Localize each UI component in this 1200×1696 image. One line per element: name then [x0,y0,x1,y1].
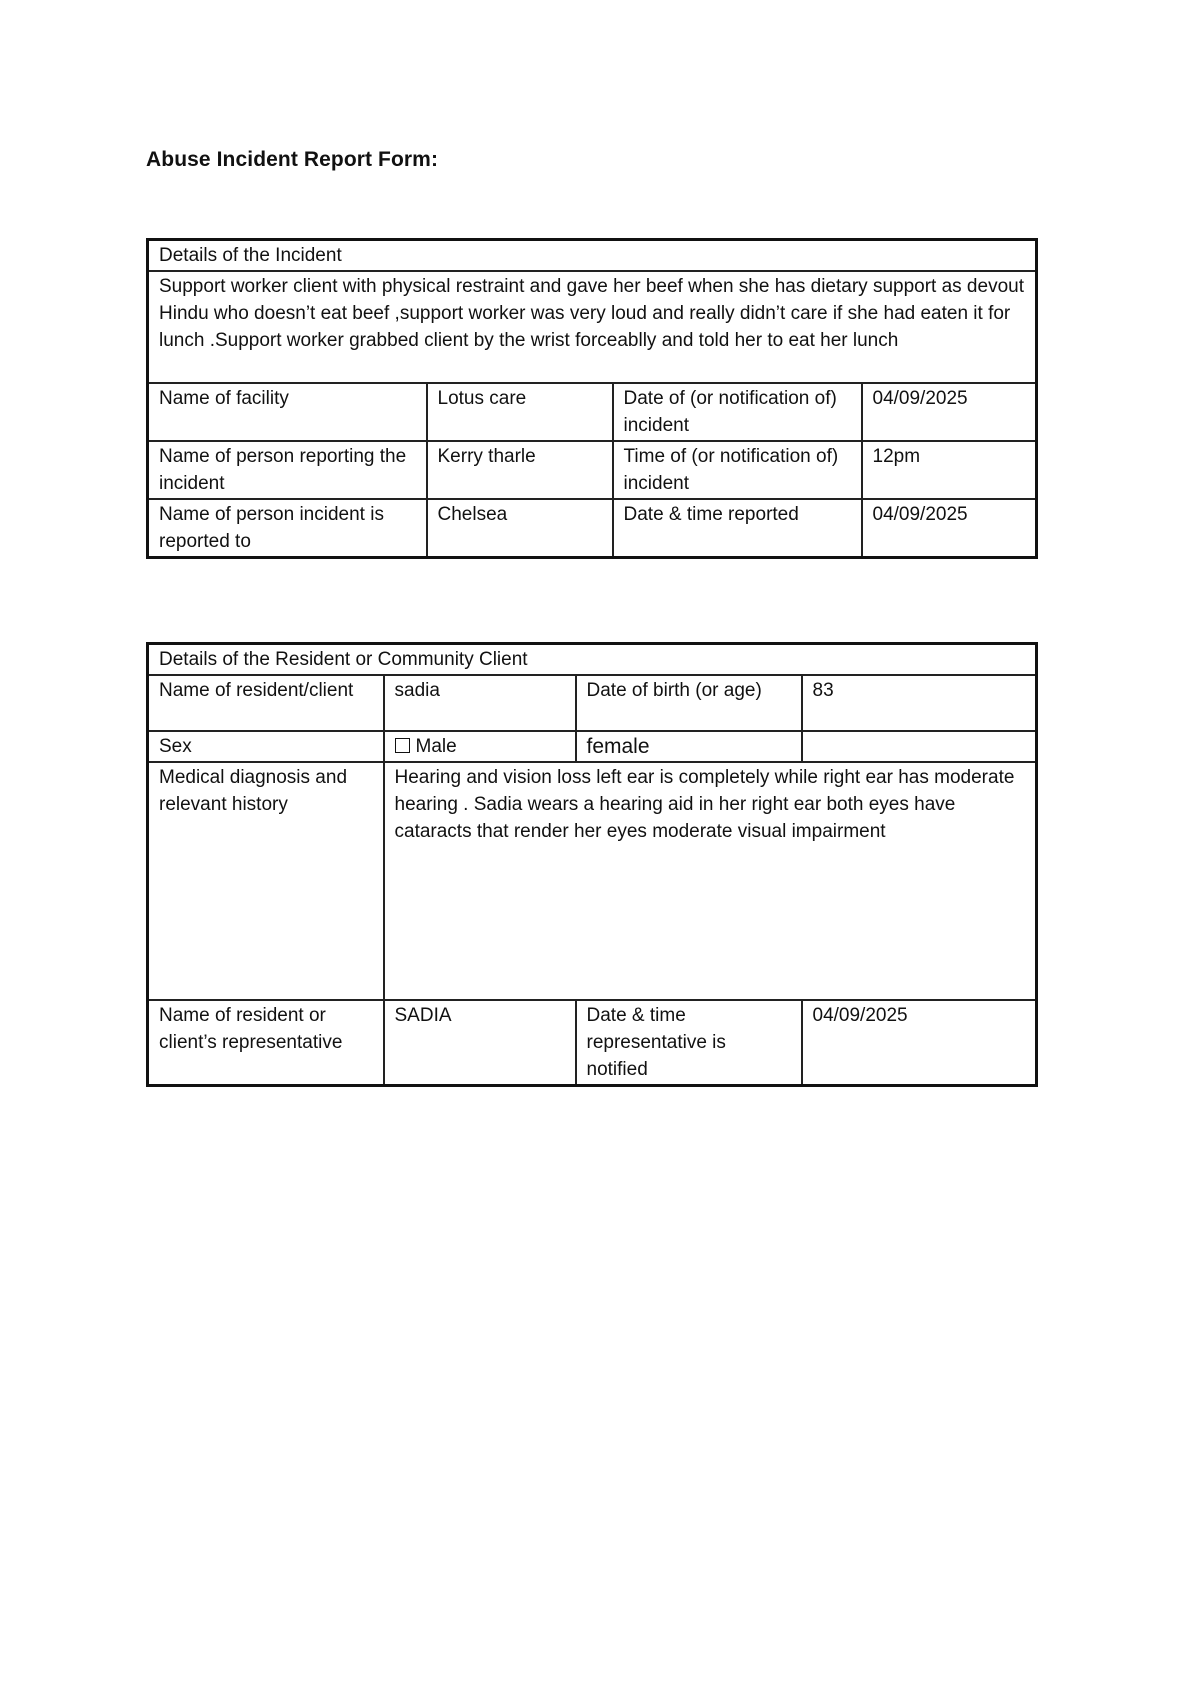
incident-time-value: 12pm [862,441,1037,499]
table-row [148,731,1037,762]
reporter-value: Kerry tharle [427,441,613,499]
client-name-label: Name of resident/client [148,675,384,731]
incident-description: Support worker client with physical restraint and gave her beef when she has dietary support as devout Hindu who doesn’t eat beef ,support worker was very loud and really didn’t care if she had eaten it for lunch .Support worker grabbed client by the wrist forceablly and told her to eat her lunch [148,271,1037,383]
sex-label: Sex [148,731,384,762]
table-row [148,271,1037,383]
incident-time-label: Time of (or notification of) incident [613,441,862,499]
facility-label: Name of facility [148,383,427,441]
table-row [148,1000,1037,1086]
reported-to-value: Chelsea [427,499,613,558]
table-row [148,383,1037,441]
dob-label: Date of birth (or age) [576,675,802,731]
male-checkbox[interactable] [395,738,410,753]
incident-section-header: Details of the Incident [148,240,1037,272]
table-row [148,441,1037,499]
table-row [148,762,1037,1000]
incident-date-label: Date of (or notification of) incident [613,383,862,441]
table-row [148,675,1037,731]
sex-empty-cell [802,731,1037,762]
table-row [148,499,1037,558]
facility-value: Lotus care [427,383,613,441]
table-row [148,644,1037,676]
representative-value: SADIA [384,1000,576,1086]
sex-value: female [576,731,802,762]
representative-date-value: 04/09/2025 [802,1000,1037,1086]
incident-details-table [146,238,1038,559]
representative-label: Name of resident or client’s representative [148,1000,384,1086]
reported-to-label: Name of person incident is reported to [148,499,427,558]
medical-label: Medical diagnosis and relevant history [148,762,384,1000]
incident-date-value: 04/09/2025 [862,383,1037,441]
representative-date-label: Date & time representative is notified [576,1000,802,1086]
table-row [148,240,1037,272]
client-details-table [146,642,1038,1087]
client-name-value: sadia [384,675,576,731]
dob-value: 83 [802,675,1037,731]
male-option-label: Male [415,736,457,757]
reporter-label: Name of person reporting the incident [148,441,427,499]
medical-value: Hearing and vision loss left ear is completely while right ear has moderate hearing . Sadia wears a hearing aid in her right ear both eyes have cataracts that render her eyes moderate visual impairment [384,762,1037,1000]
reported-date-label: Date & time reported [613,499,862,558]
page-title: Abuse Incident Report Form: [146,148,439,171]
reported-date-value: 04/09/2025 [862,499,1037,558]
client-section-header: Details of the Resident or Community Client [148,644,1037,676]
sex-option-male [384,731,576,762]
